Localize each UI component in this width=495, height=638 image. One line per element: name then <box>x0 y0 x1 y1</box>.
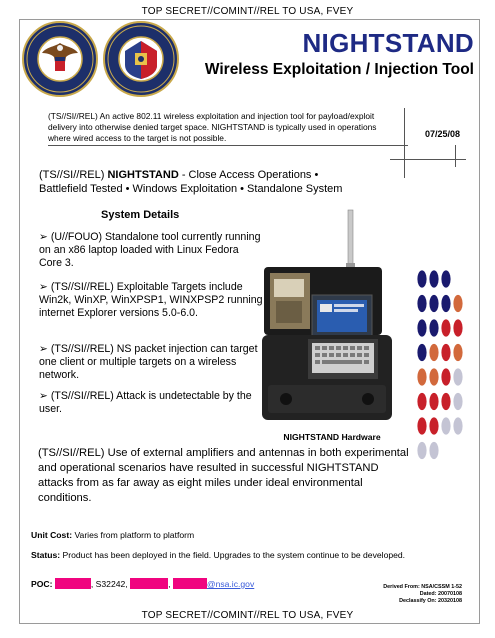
unit-cost <box>31 530 471 540</box>
poc-separator: , <box>168 579 173 589</box>
crosshair-rule <box>404 108 405 178</box>
decorative-dot <box>417 442 426 459</box>
point-of-contact <box>31 578 371 589</box>
decorative-dot <box>429 344 438 361</box>
decorative-dot <box>417 319 426 336</box>
bullet-arrow-icon: ➢ <box>39 390 48 402</box>
detail-bullet <box>39 281 264 320</box>
detail-bullet-text: (TS//SI//REL) Exploitable Targets include Win2k, WinXP, WinXPSP1, WINXPSP2 running internet Explorer versions 5.0-6.0. <box>39 281 263 319</box>
status-label: Status: <box>31 550 61 560</box>
decorative-dot <box>417 417 426 434</box>
decorative-dot <box>429 368 438 385</box>
crosshair-rule <box>48 145 408 146</box>
decorative-dot <box>453 368 462 385</box>
status-value: Product has been deployed in the field. Upgrades to the system continue to be developed. <box>60 550 406 560</box>
headline-features: Battlefield Tested • Windows Exploitation • Standalone System <box>39 183 343 195</box>
decorative-dot <box>429 417 438 434</box>
headline-prefix: (TS//SI//REL) <box>39 169 108 181</box>
detail-bullet <box>39 343 264 382</box>
headline-rest: - Close Access Operations • <box>178 169 319 181</box>
decorative-dot <box>453 344 462 361</box>
decorative-dot <box>417 344 426 361</box>
headline-product-name: NIGHTSTAND <box>107 169 179 181</box>
decorative-dot <box>441 417 450 434</box>
decorative-dot <box>429 270 438 287</box>
bullet-arrow-icon: ➢ <box>39 281 48 293</box>
detail-bullet-text: (TS//SI//REL) Attack is undetectable by the user. <box>39 390 252 415</box>
document-date: 07/25/08 <box>424 129 460 139</box>
declassify-on: Declassify On: 20320108 <box>399 598 462 604</box>
decorative-dot <box>441 270 450 287</box>
decorative-dot <box>441 393 450 410</box>
classification-banner-top: TOP SECRET//COMINT//REL TO USA, FVEY <box>141 6 354 17</box>
bullet-arrow-icon: ➢ <box>39 343 48 355</box>
status <box>31 550 411 561</box>
decorative-dot <box>453 393 462 410</box>
decorative-dot <box>429 442 438 459</box>
derived-from: Derived From: NSA/CSSM 1-52 <box>383 584 462 590</box>
nsa-seal <box>22 21 98 97</box>
redaction-block <box>130 578 168 589</box>
system-details-heading: System Details <box>101 209 180 221</box>
decorative-dot <box>453 319 462 336</box>
decorative-dot <box>417 368 426 385</box>
crosshair-rule <box>455 145 456 167</box>
headline <box>39 168 389 196</box>
classification-banner-bottom: TOP SECRET//COMINT//REL TO USA, FVEY <box>141 610 354 621</box>
decorative-dot <box>441 344 450 361</box>
decorative-dot <box>441 295 450 312</box>
hardware-photo <box>262 205 400 430</box>
unit-cost-label: Unit Cost: <box>31 530 73 540</box>
decorative-dot <box>453 417 462 434</box>
dated: Dated: 20070108 <box>419 591 462 597</box>
decorative-dot <box>453 295 462 312</box>
decorative-dot-pattern <box>416 270 466 480</box>
bullet-arrow-icon: ➢ <box>39 231 48 243</box>
decorative-dot <box>441 319 450 336</box>
decorative-dot <box>417 393 426 410</box>
decorative-dot <box>429 393 438 410</box>
decorative-dot <box>417 270 426 287</box>
poc-label: POC: <box>31 579 53 589</box>
detail-bullet <box>39 231 264 270</box>
decorative-dot <box>417 295 426 312</box>
detail-bullet <box>39 390 264 416</box>
hardware-caption: NIGHTSTAND Hardware <box>283 432 381 442</box>
poc-separator: , S32242, <box>90 579 131 589</box>
intro-paragraph: (TS//SI//REL) An active 802.11 wireless exploitation and injection tool for payload/exploit delivery into otherwise denied target space. NIGHTSTAND is typically used in operations where wired access to the target is not possible. <box>48 111 377 143</box>
page-title: NIGHTSTAND <box>302 28 474 58</box>
page-subtitle: Wireless Exploitation / Injection Tool <box>204 61 474 78</box>
body-paragraph: (TS//SI//REL) Use of external amplifiers and antennas in both experimental and operational scenarios have resulted in successful NIGHTSTAND attacks from as far away as eight miles under ideal environmental conditions. <box>38 447 409 504</box>
redaction-block <box>173 578 207 589</box>
decorative-dot <box>429 319 438 336</box>
decorative-dot <box>441 368 450 385</box>
detail-bullet-text: (TS//SI//REL) NS packet injection can target one client or multiple targets on a wireless network. <box>39 343 258 381</box>
css-seal <box>103 21 179 97</box>
detail-bullet-text: (U//FOUO) Standalone tool currently running on an x86 laptop loaded with Linux Fedora Core 3. <box>39 231 261 269</box>
decorative-dot <box>429 295 438 312</box>
unit-cost-value: Varies from platform to platform <box>72 530 195 540</box>
redaction-block <box>55 578 91 589</box>
poc-email-link[interactable]: @nsa.ic.gov <box>206 579 255 589</box>
classification-authority <box>340 584 462 605</box>
